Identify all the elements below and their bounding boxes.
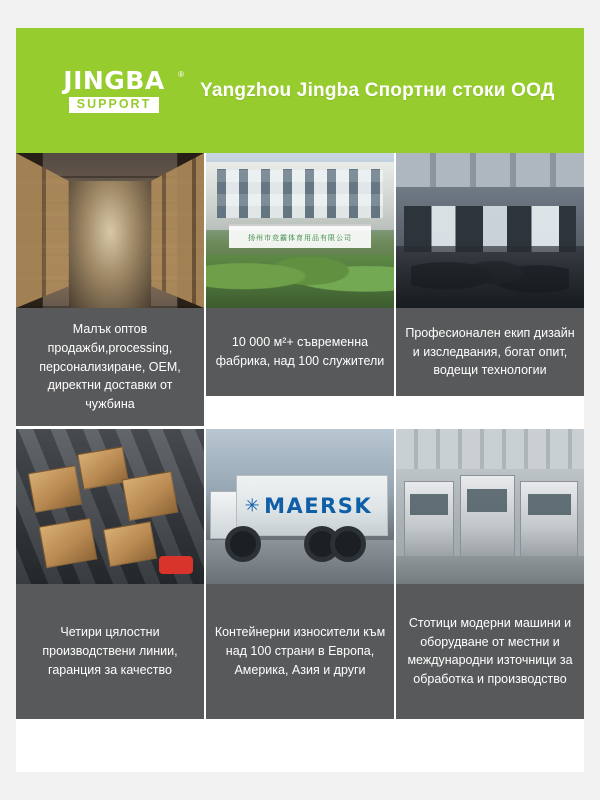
feature-cell-6 — [396, 429, 584, 719]
page-title: Yangzhou Jingba Спортни стоки ООД — [200, 79, 555, 101]
header-banner — [16, 28, 584, 153]
truck-wheel — [330, 526, 366, 562]
carton-box — [103, 521, 157, 567]
feature-cell-3 — [396, 153, 584, 426]
feature-cell-4 — [16, 429, 204, 719]
warehouse-shelves-detail — [16, 153, 204, 308]
office-staff-detail — [411, 240, 569, 305]
carton-box — [77, 447, 129, 490]
feature-caption-2: 10 000 м²+ съвременна фабрика, над 100 служители — [206, 308, 394, 396]
feature-grid-row-2 — [16, 429, 584, 719]
maersk-star-icon: ✳ — [244, 495, 260, 516]
factory-building-photo — [206, 153, 394, 308]
factory-sign-text-cn: 扬州市竞霸体育用品有限公司 — [248, 235, 352, 243]
infographic-sheet — [16, 28, 584, 772]
machines-hall-photo — [396, 429, 584, 584]
feature-cell-1 — [16, 153, 204, 426]
production-line-photo — [16, 429, 204, 584]
warehouse-aisle-photo — [16, 153, 204, 308]
feature-caption-3: Професионален екип дизайн и изследвания, богат опит, водещи технологии — [396, 308, 584, 396]
maersk-container-truck-photo — [206, 429, 394, 584]
carton-box — [28, 465, 82, 513]
jingba-logo — [54, 65, 184, 114]
machine-unit — [404, 481, 455, 557]
office-monitors-detail — [404, 206, 577, 253]
truck-wheel — [225, 526, 261, 562]
carton-box — [39, 518, 98, 568]
machine-unit — [460, 475, 515, 558]
maersk-wordmark: MAERSK — [264, 493, 373, 518]
feature-grid-row-1 — [16, 153, 584, 426]
factory-garden-detail — [206, 255, 394, 308]
shipping-container — [236, 475, 388, 536]
feature-caption-5: Контейнерни износители към над 100 страни в Европа, Америка, Азия и други — [206, 584, 394, 719]
carton-box — [122, 471, 179, 521]
red-tote — [159, 556, 193, 574]
feature-cell-2 — [206, 153, 394, 426]
feature-caption-1: Малък оптов продажби,processing, персонализиране, OEM, директни доставки от чужбина — [16, 308, 204, 426]
feature-caption-4: Четири цялостни производствени линии, гаранция за качество — [16, 584, 204, 719]
trademark-icon: ® — [178, 69, 184, 79]
feature-caption-6: Стотици модерни машини и оборудване от местни и международни източници за обработка и производство — [396, 584, 584, 719]
logo-wordmark: JINGBA — [63, 65, 165, 95]
logo-subtitle: SUPPORT — [69, 97, 159, 114]
feature-cell-5 — [206, 429, 394, 719]
factory-floor — [396, 556, 584, 584]
factory-sign — [229, 224, 372, 248]
design-office-photo — [396, 153, 584, 308]
machine-unit — [520, 481, 578, 557]
